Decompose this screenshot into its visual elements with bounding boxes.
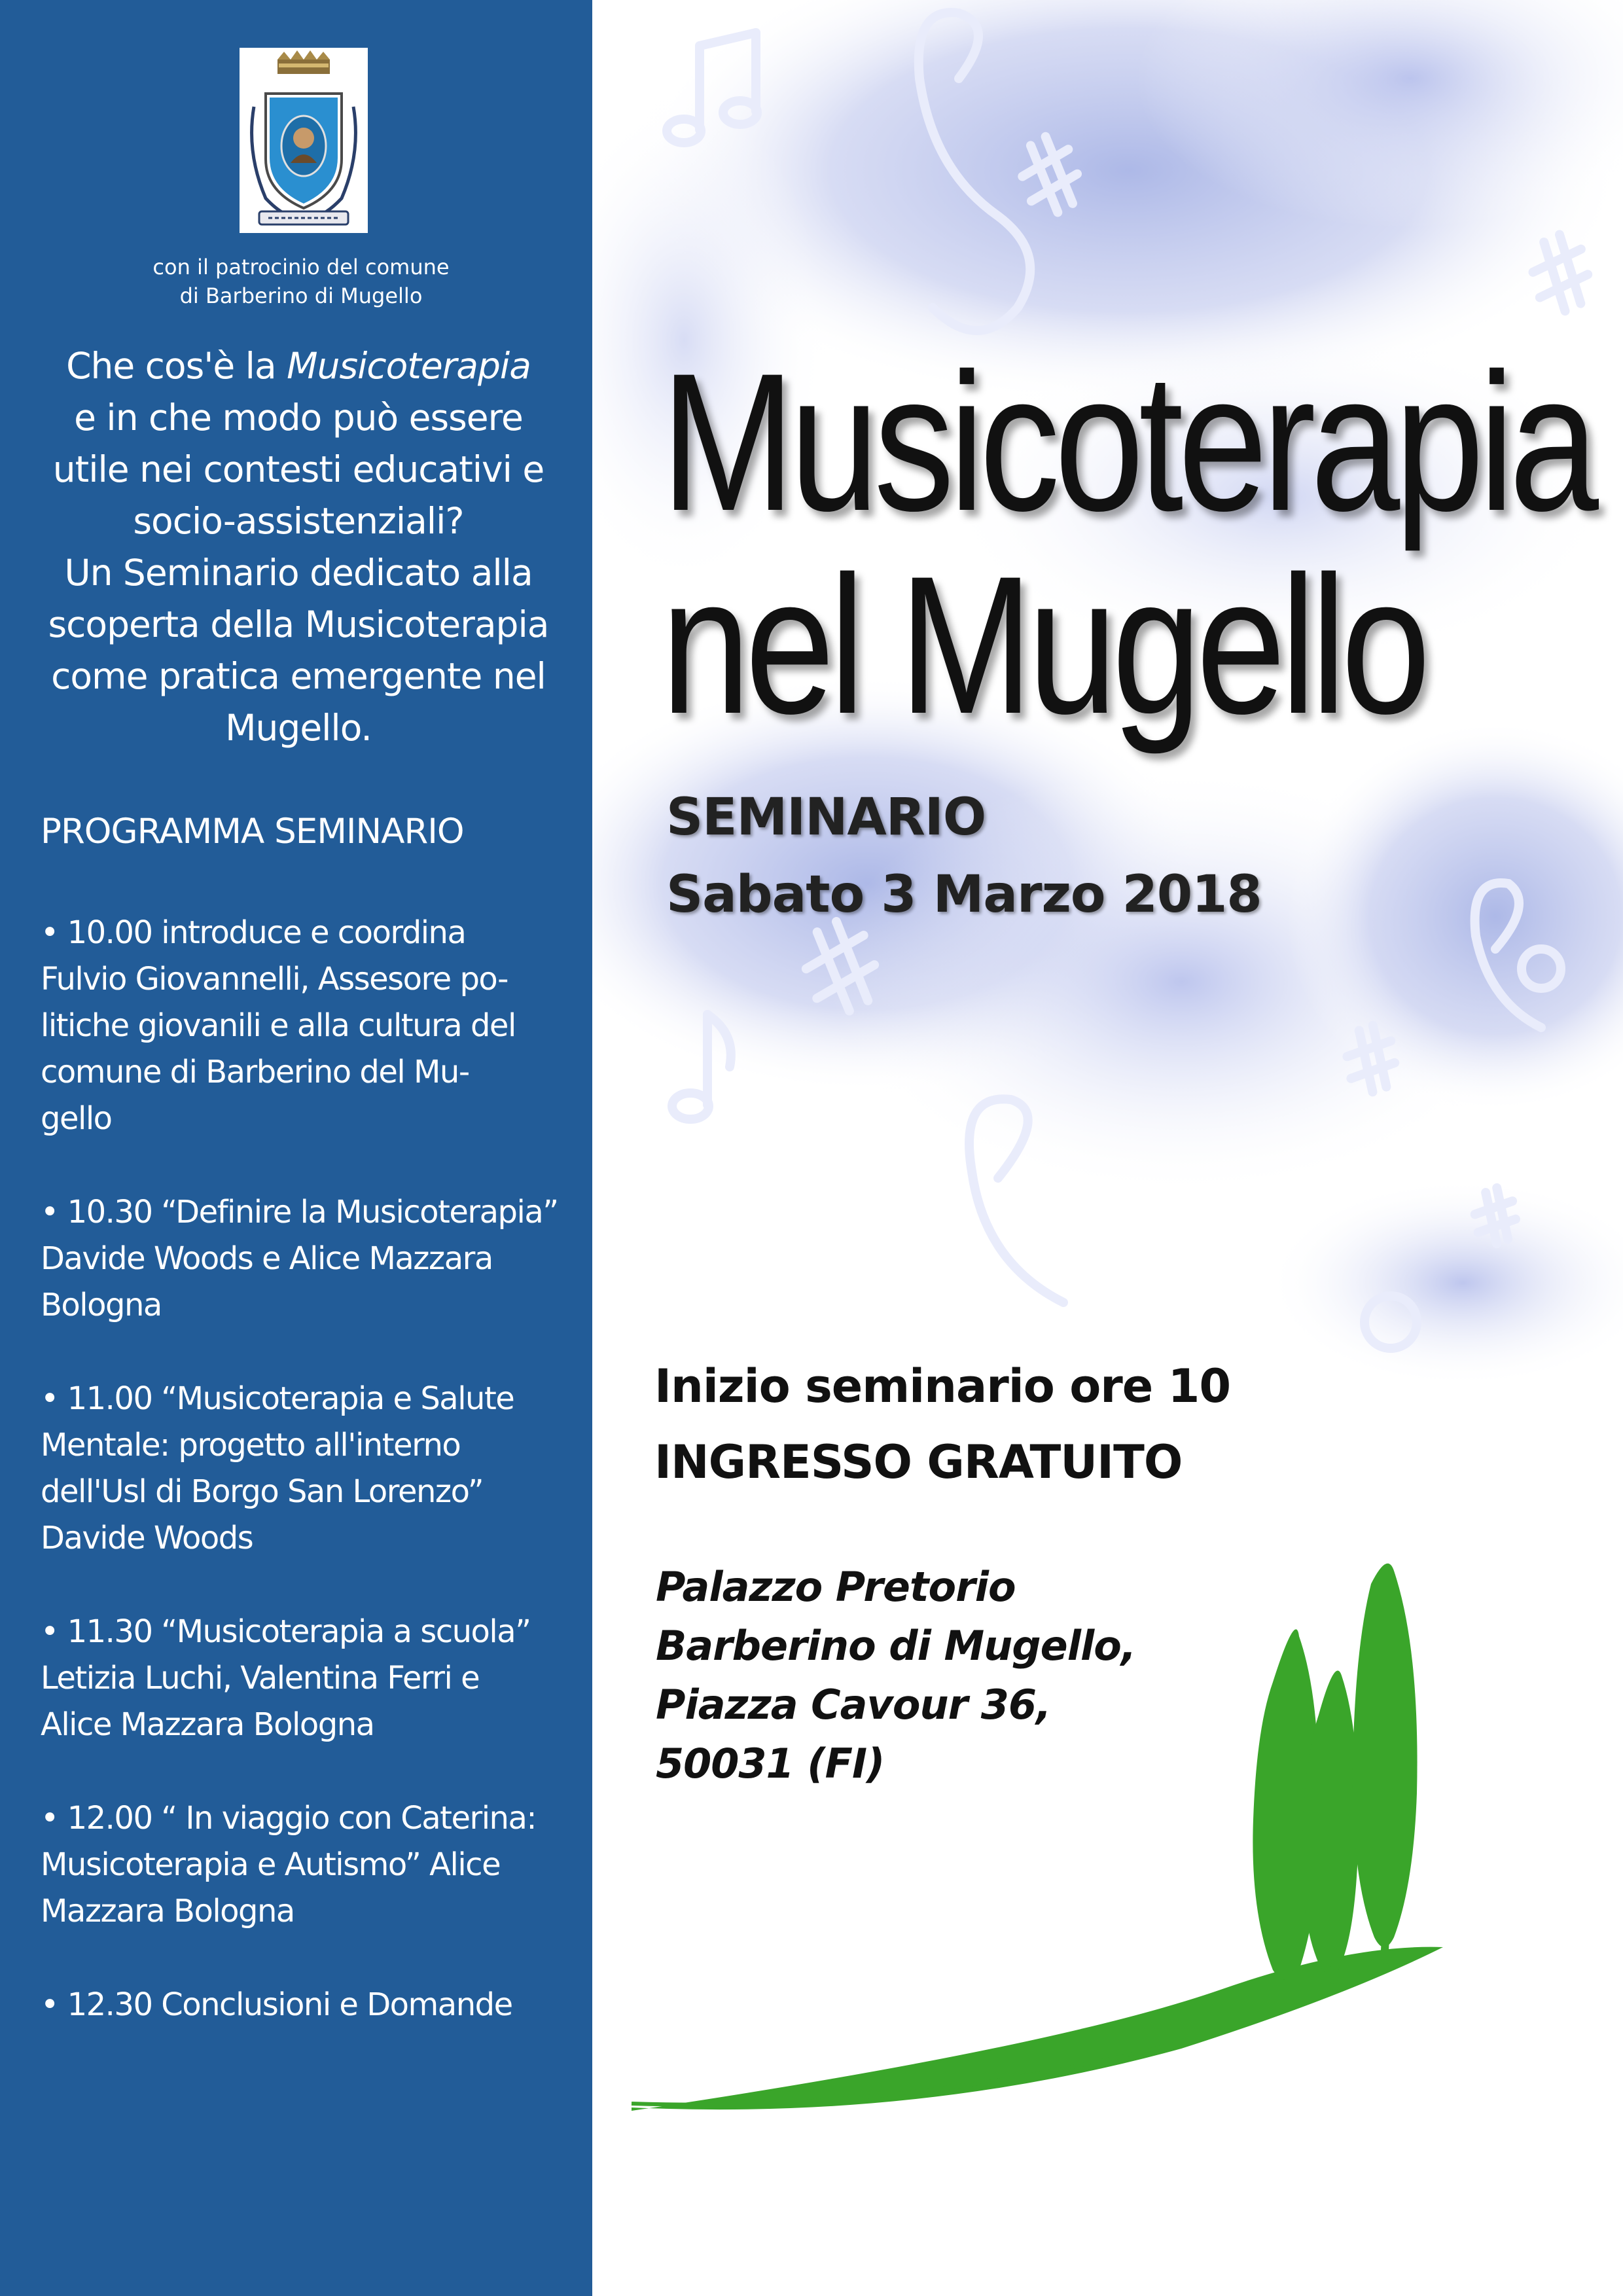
program-item-line: • 11.30 “Musicoterapia a scuola” — [41, 1613, 531, 1650]
program-item-line: Mazzara Bologna — [41, 1893, 294, 1929]
venue-line: 50031 (FI) — [656, 1740, 885, 1787]
program-item — [41, 1982, 577, 2028]
program-item-line: • 10.00 introduce e coordina — [41, 914, 466, 951]
program-title: PROGRAMMA SEMINARIO — [41, 812, 464, 852]
intro-prefix: Che cos'è la — [66, 345, 287, 387]
intro-emphasis: Musicoterapia — [287, 345, 531, 387]
intro-line: Un Seminario dedicato alla — [64, 552, 533, 594]
program-item-line: Letizia Luchi, Valentina Ferri e — [41, 1660, 480, 1696]
program-item — [41, 1609, 577, 1748]
program-item-line: Bologna — [41, 1287, 162, 1323]
venue-line: Palazzo Pretorio — [656, 1563, 1016, 1611]
intro-line: Mugello. — [225, 707, 372, 749]
program-item-line: Davide Woods e Alice Mazzara — [41, 1240, 493, 1277]
program-item-line: dell'Usl di Borgo San Lorenzo” — [41, 1473, 484, 1510]
intro-line: utile nei contesti educativi e — [52, 448, 544, 490]
free-entry: INGRESSO GRATUITO — [654, 1435, 1183, 1489]
intro-line — [24, 340, 573, 392]
program-item — [41, 1189, 577, 1329]
program-item-line: • 12.30 Conclusioni e Domande — [41, 1986, 512, 2023]
program-list — [41, 910, 577, 2075]
sidebar-panel — [0, 0, 592, 2296]
program-item-line: comune di Barberino del Mu- — [41, 1054, 469, 1090]
venue-line: Piazza Cavour 36, — [656, 1681, 1051, 1729]
program-item-line: Musicoterapia e Autismo” Alice — [41, 1846, 501, 1883]
program-item-line: Alice Mazzara Bologna — [41, 1706, 374, 1743]
title-line: nel Mugello — [661, 535, 1425, 755]
program-item-line: Davide Woods — [41, 1520, 253, 1556]
page-title — [661, 332, 1594, 755]
program-item-line: gello — [41, 1100, 112, 1137]
program-item-line: • 12.00 “ In viaggio con Caterina: — [41, 1800, 537, 1837]
intro-text — [24, 340, 573, 754]
intro-line: scoperta della Musicoterapia — [48, 603, 549, 645]
program-item — [41, 1376, 577, 1562]
event-date: Sabato 3 Marzo 2018 — [666, 865, 1262, 924]
patronage-line: di Barberino di Mugello — [179, 283, 423, 308]
program-item-line: • 10.30 “Definire la Musicoterapia” — [41, 1194, 558, 1230]
event-info — [654, 1348, 1230, 1500]
program-item-line: • 11.00 “Musicoterapia e Salute — [41, 1380, 514, 1417]
program-item — [41, 1795, 577, 1935]
intro-line: come pratica emergente nel — [51, 655, 546, 697]
program-item-line: litiche giovanili e alla cultura del — [41, 1007, 516, 1044]
program-item-line: Fulvio Giovannelli, Assesore po- — [41, 961, 508, 997]
subtitle-line: SEMINARIO — [666, 788, 986, 847]
venue-address — [656, 1558, 1135, 1793]
patronage-line: con il patrocinio del comune — [152, 255, 450, 279]
program-item-line: Mentale: progetto all'interno — [41, 1427, 461, 1463]
intro-line: e in che modo può essere — [74, 397, 523, 439]
venue-line: Barberino di Mugello, — [656, 1622, 1136, 1670]
start-time: Inizio seminario ore 10 — [654, 1359, 1231, 1413]
coat-of-arms-icon — [240, 48, 368, 233]
event-subtitle — [666, 779, 1262, 933]
program-item — [41, 910, 577, 1142]
intro-line: socio-assistenziali? — [133, 500, 464, 542]
title-line: Musicoterapia — [661, 332, 1594, 552]
patronage-text — [92, 253, 510, 310]
